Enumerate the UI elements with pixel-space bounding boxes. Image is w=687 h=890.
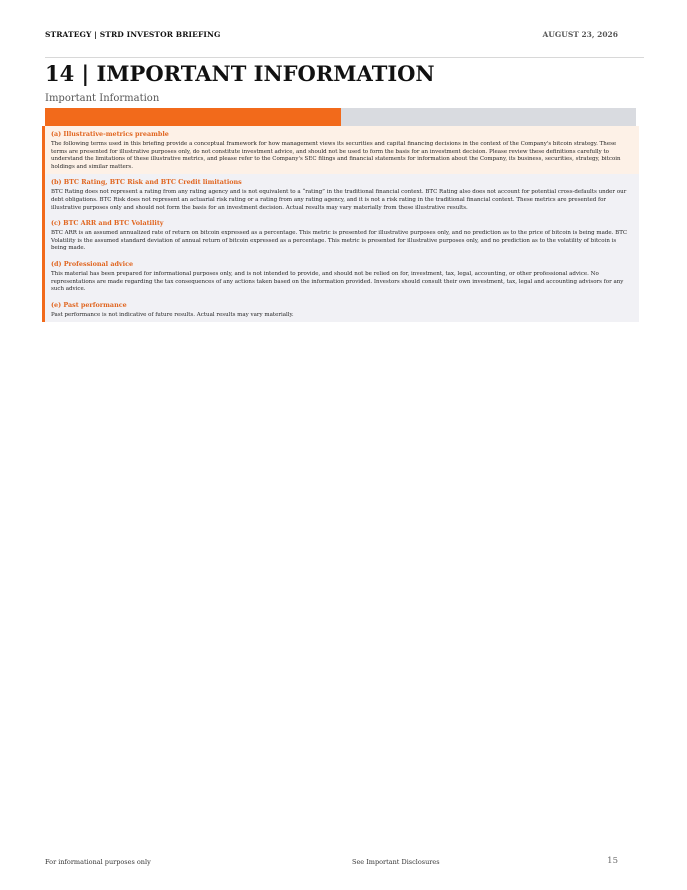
section-professional-advice [45, 256, 639, 297]
header-divider [45, 57, 644, 58]
section-title: (d) Professional advice [51, 259, 134, 268]
section-body: BTC ARR is an assumed annualized rate of return on bitcoin expressed as a percentage. This metric is presented for illustrative purposes only, and no prediction as to the price of bitcoin is being made. BTC Volatility is the assumed standard deviation of annual return of bitcoin expressed as a percentage. This metric is presented for illustrative purposes only, and no prediction as to the volatility of bitcoin is being made. [51, 230, 628, 252]
gray-bar [341, 108, 636, 126]
page-subtitle: Important Information [45, 93, 160, 104]
footer-informational-note: For informational purposes only [45, 858, 151, 866]
footer-disclosures-link: See Important Disclosures [352, 858, 440, 866]
section-title: (c) BTC ARR and BTC Volatility [51, 219, 164, 228]
section-body: Past performance is not indicative of future results. Actual results may vary materially. [51, 311, 294, 318]
section-past-performance [45, 297, 639, 323]
section-title: (e) Past performance [51, 300, 127, 309]
section-body: This material has been prepared for informational purposes only, and is not intended to provide, and should not be relied on for, investment, tax, legal, accounting, or other professional advice. No representations are made regarding the tax consequences of any actions taken based on the information provided. Investors should consult their own investment, tax, legal and accounting advisors for any such advice. [51, 270, 624, 293]
section-body: The following terms used in this briefing provide a conceptual framework for how management views its securities and capital financing decisions in the context of the Company's bitcoin strategy. These terms are presented for illustrative purposes only, do not constitute investment advice, and should not be used to form the basis for an investment decision. Please review these definitions carefully to understand the limitations of these illustrative metrics, and please refer to the Company's SEC filings and financial statements for information about the Company, its business, securities, strategy, bitcoin holdings and similar matters. [51, 141, 621, 170]
header-briefing-label: STRATEGY | STRD INVESTOR BRIEFING [45, 30, 221, 39]
section-title: (b) BTC Rating, BTC Risk and BTC Credit limitations [51, 178, 242, 187]
section-title: (a) Illustrative-metrics preamble [51, 130, 169, 138]
section-illustrative-metrics [45, 126, 639, 174]
page-title: 14 | IMPORTANT INFORMATION [45, 61, 435, 86]
page-number: 15 [607, 856, 618, 866]
disclosures-panel [42, 126, 639, 322]
section-body: BTC Rating does not represent a rating from any rating agency and is not equivalent to a “rating” in the traditional financial context. BTC Rating also does not account for potential cross-defaults under our debt obligations. BTC Risk does not represent an actuarial risk rating or a rating from any rating agency, and it is not a risk rating in the traditional financial context. These metrics are presented for illustrative purposes only and should not form the basis for an investment decision. Actual results may vary materially from these illustrative results. [51, 189, 627, 211]
accent-bar [45, 108, 341, 126]
section-btc-arr [45, 215, 639, 256]
header-date: AUGUST 23, 2026 [542, 30, 618, 39]
section-btc-rating [45, 174, 639, 215]
